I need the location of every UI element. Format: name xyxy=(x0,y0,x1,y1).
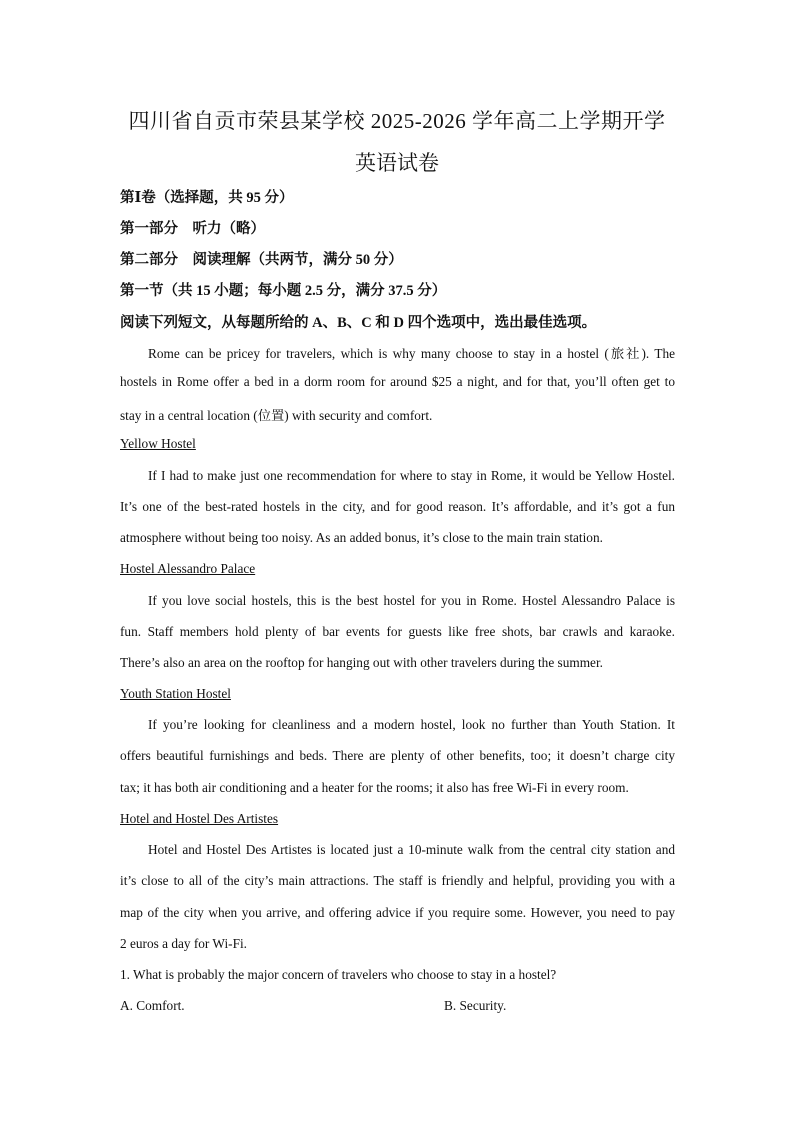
hostel-heading: Hotel and Hostel Des Artistes xyxy=(120,811,279,826)
option-b: B. Security. xyxy=(444,998,507,1013)
paragraph-line: it’s close to all of the city’s main attractions. The staff is friendly and helpful, providing you with a xyxy=(120,873,675,888)
paragraph-line: offers beautiful furnishings and beds. There are plenty of other benefits, too; it doesn’t charge city xyxy=(120,748,675,763)
exam-title-line2: 英语试卷 xyxy=(355,151,439,175)
intro-line: stay in a central location (位置) with security and comfort. xyxy=(120,408,433,423)
option-a: A. Comfort. xyxy=(120,998,185,1013)
part2-heading: 第二部分 阅读理解（共两节，满分 50 分） xyxy=(120,252,403,268)
paragraph-line: It’s one of the best-rated hostels in the city, and for good reason. It’s affordable, and it’s got a fun xyxy=(120,499,675,514)
intro-line: Rome can be pricey for travelers, which is why many choose to stay in a hostel (旅社). The xyxy=(148,346,675,361)
paragraph-line: There’s also an area on the rooftop for hanging out with other travelers during the summer. xyxy=(120,655,603,670)
paragraph-line: Hotel and Hostel Des Artistes is located just a 10-minute walk from the central city station and xyxy=(148,842,675,857)
question-stem: 1. What is probably the major concern of travelers who choose to stay in a hostel? xyxy=(120,967,557,982)
paragraph-line: tax; it has both air conditioning and a heater for the rooms; it also has free Wi-Fi in every room. xyxy=(120,780,629,795)
paragraph-line: If you’re looking for cleanliness and a modern hostel, look no further than Youth Station. It xyxy=(148,717,675,732)
section1-heading: 第一节（共 15 小题；每小题 2.5 分，满分 37.5 分） xyxy=(120,283,447,299)
volume-heading: 第Ⅰ卷（选择题，共 95 分） xyxy=(120,190,294,206)
instruction-text: 阅读下列短文，从每题所给的 A、B、C 和 D 四个选项中，选出最佳选项。 xyxy=(120,315,597,331)
part1-heading: 第一部分 听力（略） xyxy=(120,221,265,237)
paragraph-line: If you love social hostels, this is the best hostel for you in Rome. Hostel Alessandro Palace is xyxy=(148,593,675,608)
paragraph-line: atmosphere without being too noisy. As an added bonus, it’s close to the main train station. xyxy=(120,530,603,545)
paragraph-line: map of the city when you arrive, and offering advice if you require some. However, you need to pay xyxy=(120,905,675,920)
paragraph-line: fun. Staff members hold plenty of bar events for guests like free shots, bar crawls and karaoke. xyxy=(120,624,675,639)
hostel-heading: Hostel Alessandro Palace xyxy=(120,561,256,576)
exam-title-line1: 四川省自贡市荣县某学校 2025-2026 学年高二上学期开学 xyxy=(128,109,666,133)
intro-line: hostels in Rome offer a bed in a dorm room for around $25 a night, and for that, you’ll often get to xyxy=(120,374,675,389)
paragraph-line: If I had to make just one recommendation for where to stay in Rome, it would be Yellow Hostel. xyxy=(148,468,675,483)
hostel-heading: Yellow Hostel xyxy=(120,436,196,451)
hostel-heading: Youth Station Hostel xyxy=(120,686,231,701)
paragraph-line: 2 euros a day for Wi-Fi. xyxy=(120,936,247,951)
